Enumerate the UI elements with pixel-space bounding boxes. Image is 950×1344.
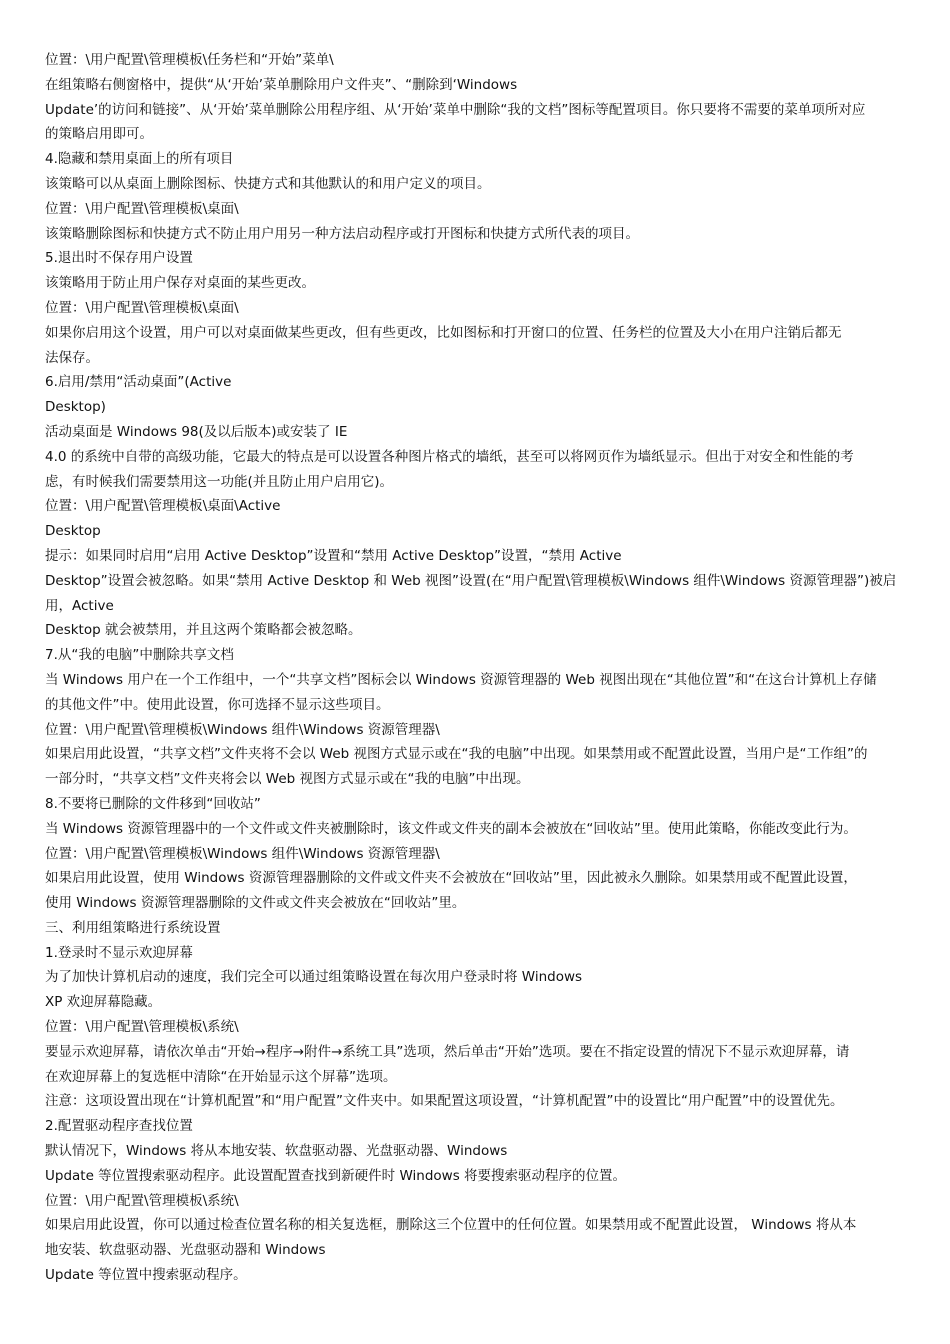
- text-line: Desktop): [45, 399, 106, 416]
- text-line: Update 等位置搜索驱动程序。此设置配置查找到新硬件时 Windows 将要搜索驱动程序的位置。: [45, 1167, 627, 1184]
- text-line: 该策略用于防止用户保存对桌面的某些更改。: [45, 275, 315, 292]
- section-heading: 三、利用组策略进行系统设置: [45, 919, 221, 936]
- text-line: Update’的访问和链接”、从‘开始’菜单删除公用程序组、从‘开始’菜单中删除“我的文档”图标等配置项目。你只要将不需要的菜单项所对应: [45, 101, 866, 118]
- text-line: 如果启用此设置，你可以通过检查位置名称的相关复选框，删除这三个位置中的任何位置。如果禁用或不配置此设置， Windows 将从本: [45, 1217, 857, 1234]
- text-line: 位置：\用户配置\管理模板\Windows 组件\Windows 资源管理器\: [45, 721, 440, 738]
- text-line: 如果启用此设置，使用 Windows 资源管理器删除的文件或文件夹不会被放在“回收站”里，因此被永久删除。如果禁用或不配置此设置，: [45, 870, 857, 887]
- text-line: 位置：\用户配置\管理模板\任务栏和“开始”菜单\: [45, 52, 334, 68]
- text-line: 注意：这项设置出现在“计算机配置”和“用户配置”文件夹中。如果配置这项设置，“计算机配置”中的设置比“用户配置”中的设置优先。: [45, 1093, 844, 1110]
- document-page: [45, 48, 907, 1288]
- section-heading: 4.隐藏和禁用桌面上的所有项目: [45, 151, 234, 168]
- text-line: 的策略启用即可。: [45, 126, 153, 143]
- section-heading: 5.退出时不保存用户设置: [45, 250, 193, 267]
- text-line: Desktop: [45, 523, 101, 540]
- text-line: 地安装、软盘驱动器、光盘驱动器和 Windows: [45, 1242, 326, 1259]
- text-line: 用，Active: [45, 597, 114, 614]
- text-line: 位置：\用户配置\管理模板\Windows 组件\Windows 资源管理器\: [45, 845, 440, 862]
- text-line: 该策略可以从桌面上删除图标、快捷方式和其他默认的和用户定义的项目。: [45, 175, 491, 192]
- text-line: 在组策略右侧窗格中，提供“从‘开始’菜单删除用户文件夹”、“删除到‘Windows: [45, 76, 518, 93]
- text-line: 位置：\用户配置\管理模板\桌面\: [45, 299, 239, 316]
- text-line: XP 欢迎屏幕隐藏。: [45, 994, 162, 1011]
- section-heading: 2.配置驱动程序查找位置: [45, 1118, 193, 1135]
- text-line: 当 Windows 用户在一个工作组中，一个“共享文档”图标会以 Windows 资源管理器的 Web 视图出现在“其他位置”和“在这台计算机上存储: [45, 671, 877, 688]
- text-line: 法保存。: [45, 349, 99, 366]
- text-line: 位置：\用户配置\管理模板\桌面\Active: [45, 498, 281, 515]
- section-heading: 1.登录时不显示欢迎屏幕: [45, 944, 193, 961]
- text-line: 默认情况下，Windows 将从本地安装、软盘驱动器、光盘驱动器、Windows: [45, 1143, 508, 1160]
- text-line: 4.0 的系统中自带的高级功能，它最大的特点是可以设置各种图片格式的墙纸，甚至可以将网页作为墙纸显示。但出于对安全和性能的考: [45, 448, 854, 465]
- text-line: 当 Windows 资源管理器中的一个文件或文件夹被删除时，该文件或文件夹的副本会被放在“回收站”里。使用此策略，你能改变此行为。: [45, 820, 857, 837]
- text-line: 提示：如果同时启用“启用 Active Desktop”设置和“禁用 Active Desktop”设置，“禁用 Active: [45, 547, 622, 564]
- text-line: 活动桌面是 Windows 98(及以后版本)或安装了 IE: [45, 423, 348, 440]
- text-line: 位置：\用户配置\管理模板\桌面\: [45, 200, 239, 217]
- text-line: 一部分时，“共享文档”文件夹将会以 Web 视图方式显示或在“我的电脑”中出现。: [45, 771, 530, 788]
- text-line: 如果你启用这个设置，用户可以对桌面做某些更改，但有些更改，比如图标和打开窗口的位置、任务栏的位置及大小在用户注销后都无: [45, 324, 842, 341]
- text-line: 使用 Windows 资源管理器删除的文件或文件夹会被放在“回收站”里。: [45, 895, 466, 912]
- text-line: 的其他文件”中。使用此设置，你可选择不显示这些项目。: [45, 696, 390, 713]
- text-line: Desktop 就会被禁用，并且这两个策略都会被忽略。: [45, 622, 362, 639]
- section-heading: 8.不要将已删除的文件移到“回收站”: [45, 795, 261, 812]
- text-line: 虑，有时候我们需要禁用这一功能(并且防止用户启用它)。: [45, 473, 394, 490]
- section-heading: 6.启用/禁用“活动桌面”(Active: [45, 374, 232, 391]
- section-heading: 7.从“我的电脑”中删除共享文档: [45, 647, 234, 664]
- text-line: Desktop”设置会被忽略。如果“禁用 Active Desktop 和 Web 视图”设置(在“用户配置\管理模板\Windows 组件\Windows 资源管理器”)被启: [45, 572, 897, 589]
- text-line: 如果启用此设置，“共享文档”文件夹将不会以 Web 视图方式显示或在“我的电脑”中出现。如果禁用或不配置此设置，当用户是“工作组”的: [45, 746, 868, 763]
- text-line: 位置：\用户配置\管理模板\系统\: [45, 1192, 239, 1209]
- text-line: Update 等位置中搜索驱动程序。: [45, 1267, 247, 1284]
- text-line: 位置：\用户配置\管理模板\系统\: [45, 1019, 239, 1036]
- text-line: 该策略删除图标和快捷方式不防止用户用另一种方法启动程序或打开图标和快捷方式所代表的项目。: [45, 225, 639, 242]
- text-line: 要显示欢迎屏幕，请依次单击“开始→程序→附件→系统工具”选项，然后单击“开始”选项。要在不指定设置的情况下不显示欢迎屏幕，请: [45, 1043, 850, 1060]
- text-line: 为了加快计算机启动的速度，我们完全可以通过组策略设置在每次用户登录时将 Windows: [45, 969, 583, 986]
- text-line: 在欢迎屏幕上的复选框中清除“在开始显示这个屏幕”选项。: [45, 1068, 397, 1085]
